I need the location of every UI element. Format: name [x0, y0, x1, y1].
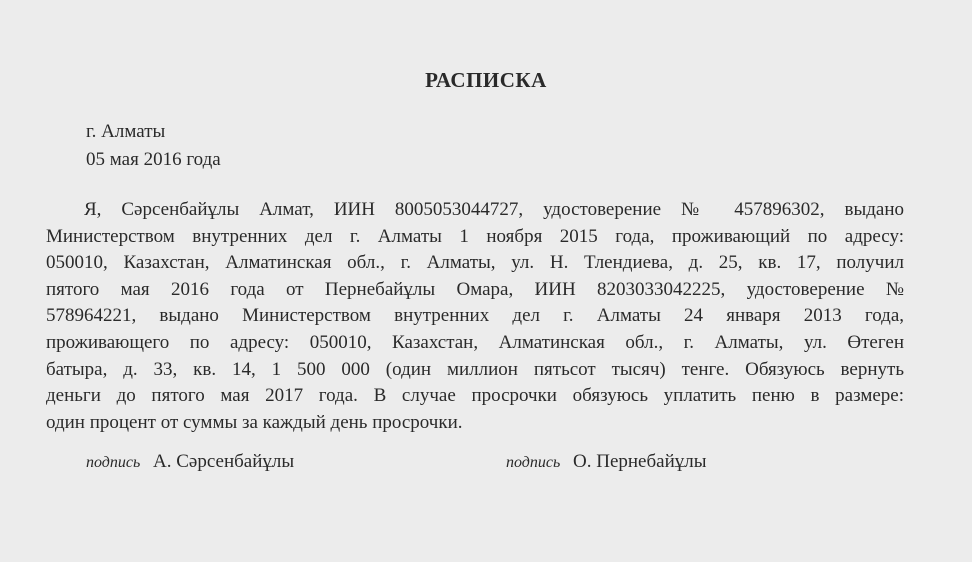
- body-line: 578964221, выдано Министерством внутренних дел г. Алматы 24 января 2013 года,: [46, 305, 904, 327]
- signature-left: [86, 451, 294, 473]
- body-line: деньги до пятого мая 2017 года. В случае просрочки обязуюсь уплатить пеню в размере:: [46, 385, 904, 407]
- body-line: проживающего по адресу: 050010, Казахстан, Алматинская обл., г. Алматы, ул. Өтеген: [46, 331, 904, 353]
- signature-name: О. Пернебайұлы: [573, 451, 707, 472]
- body-line: пятого мая 2016 года от Пернебайұлы Омара, ИИН 8203033042225, удостоверение №: [46, 278, 904, 300]
- signature-label: подпись: [506, 454, 561, 471]
- body-line: Я, Сәрсенбайұлы Алмат, ИИН 8005053044727, удостоверение № 457896302, выдано: [84, 199, 904, 220]
- signature-label: подпись: [86, 454, 141, 471]
- signature-name: А. Сәрсенбайұлы: [153, 451, 295, 472]
- body-line: Министерством внутренних дел г. Алматы 1 ноября 2015 года, проживающий по адресу:: [46, 225, 904, 247]
- document-city: г. Алматы: [86, 121, 166, 142]
- signature-right: [506, 451, 707, 473]
- document-date: 05 мая 2016 года: [86, 149, 221, 170]
- body-line: один процент от суммы за каждый день просрочки.: [46, 411, 463, 433]
- document-body: [46, 197, 904, 436]
- body-line: батыра, д. 33, кв. 14, 1 500 000 (один миллион пятьсот тысяч) тенге. Обязуюсь вернуть: [46, 358, 904, 380]
- document-title: РАСПИСКА: [425, 68, 547, 92]
- body-line: 050010, Казахстан, Алматинская обл., г. Алматы, ул. Н. Тлендиева, д. 25, кв. 17, получил: [46, 252, 904, 274]
